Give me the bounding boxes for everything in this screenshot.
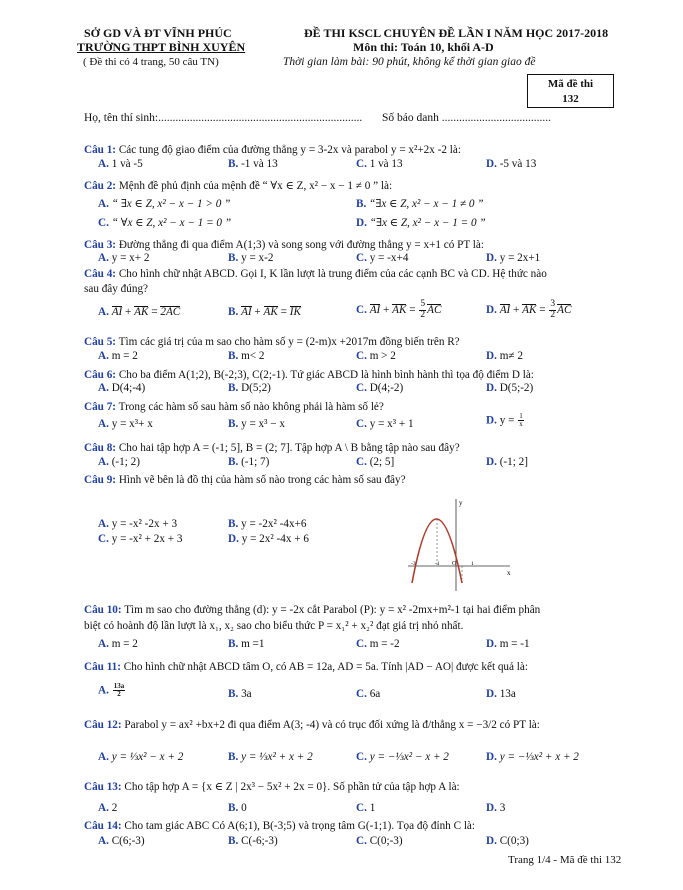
student-name-field: Họ, tên thí sinh:....................................................................... — [84, 112, 363, 124]
exam-code-box — [527, 74, 614, 108]
q10-option-b[interactable]: B. m =1 — [228, 638, 265, 650]
graph-label-y: y — [459, 499, 463, 507]
q1-option-c[interactable]: C. 1 và 13 — [356, 158, 403, 170]
q3-option-d[interactable]: D. y = 2x+1 — [486, 252, 541, 264]
exam-page-count: ( Đề thi có 4 trang, 50 câu TN) — [83, 56, 219, 68]
q9-option-a[interactable]: A. y = -x² -2x + 3 — [98, 518, 178, 530]
q2-option-a[interactable]: A. “ ∃x ∈ Z, x² − x − 1 > 0 ” — [98, 198, 231, 210]
q3-option-a[interactable]: A. y = x+ 2 — [98, 252, 150, 264]
q11-option-c[interactable]: C. 6a — [356, 688, 381, 700]
q1-option-d[interactable]: D. -5 và 13 — [486, 158, 537, 170]
question-4: Câu 4: Cho hình chữ nhật ABCD. Gọi I, K lần lượt là trung điểm của các cạnh BC và CD. Hệ thức nào — [84, 268, 547, 280]
q7-option-b[interactable]: B. y = x³ − x — [228, 418, 286, 430]
q3-option-b[interactable]: B. y = x-2 — [228, 252, 274, 264]
q7-option-c[interactable]: C. y = x³ + 1 — [356, 418, 414, 430]
tick-neg1: -1 — [435, 561, 440, 567]
q8-option-a[interactable]: A. (-1; 2) — [98, 456, 140, 468]
student-id-field: Số báo danh ...................................... — [382, 112, 551, 124]
q4-option-d[interactable]: D. AI + AK = $\frac{3}{2}$ AC — [486, 299, 572, 320]
tick-origin: O — [452, 561, 457, 567]
tick-neg3: -3 — [411, 561, 416, 567]
q12-option-d[interactable]: D. y = −⅓x² + x + 2 — [486, 751, 579, 763]
q5-option-d[interactable]: D. m≠ 2 — [486, 350, 523, 362]
exam-subject: Môn thi: Toán 10, khối A-D — [353, 40, 494, 54]
question-11: Câu 11: Cho hình chữ nhật ABCD tâm O, có AB = 12a, AD = 5a. Tính |AD − AO| được kết quả là: — [84, 661, 528, 673]
q7-option-d[interactable]: D. y = $\frac{1}{x}$ — [486, 412, 523, 429]
q10-option-a[interactable]: A. m = 2 — [98, 638, 138, 650]
q12-option-a[interactable]: A. y = ⅓x² − x + 2 — [98, 751, 184, 763]
q13-option-a[interactable]: A. 2 — [98, 802, 118, 814]
q8-option-d[interactable]: D. (-1; 2] — [486, 456, 528, 468]
q10-option-d[interactable]: D. m = -1 — [486, 638, 530, 650]
q7-option-a[interactable]: A. y = x³+ x — [98, 418, 153, 430]
question-5: Câu 5: Tìm các giá trị của m sao cho hàm số y = (2-m)x +2017m đồng biến trên R? — [84, 336, 460, 348]
q13-option-d[interactable]: D. 3 — [486, 802, 506, 814]
q14-option-b[interactable]: B. C(-6;-3) — [228, 835, 278, 847]
q14-option-c[interactable]: C. C(0;-3) — [356, 835, 403, 847]
q12-option-c[interactable]: C. y = −⅓x² − x + 2 — [356, 751, 449, 763]
q4-option-c[interactable]: C. AI + AK = $\frac{5}{2}$ AC — [356, 299, 442, 320]
q6-option-b[interactable]: B. D(5;2) — [228, 382, 271, 394]
q3-option-c[interactable]: C. y = -x+4 — [356, 252, 409, 264]
q10-option-c[interactable]: C. m = -2 — [356, 638, 400, 650]
page-footer: Trang 1/4 - Mã đề thi 132 — [508, 854, 622, 866]
q5-option-b[interactable]: B. m< 2 — [228, 350, 265, 362]
question-4-cont: sau đây đúng? — [84, 283, 149, 295]
q2-option-b[interactable]: B. “∃x ∈ Z, x² − x − 1 ≠ 0 ” — [356, 198, 484, 210]
question-1: Câu 1: Các tung độ giao điểm của đường thẳng y = 3-2x và parabol y = x²+2x -2 là: — [84, 144, 461, 156]
q1-option-b[interactable]: B. -1 và 13 — [228, 158, 278, 170]
question-13: Câu 13: Cho tập hợp A = {x ∈ Z | 2x³ − 5x² + 2x = 0}. Số phần tử của tập hợp A là: — [84, 781, 460, 793]
q14-option-a[interactable]: A. C(6;-3) — [98, 835, 145, 847]
q6-option-d[interactable]: D. D(5;-2) — [486, 382, 534, 394]
q11-option-d[interactable]: D. 13a — [486, 688, 516, 700]
question-10-cont: biệt có hoành độ lần lượt là x₁, x₂ sao cho biểu thức P = x₁² + x₂² đạt giá trị nhỏ nhất. — [84, 620, 464, 632]
question-8: Câu 8: Cho hai tập hợp A = (-1; 5], B = (2; 7]. Tập hợp A \ B bằng tập nào sau đây? — [84, 442, 460, 454]
parabola-graph — [400, 495, 525, 595]
q9-option-b[interactable]: B. y = -2x² -4x+6 — [228, 518, 307, 530]
question-3: Câu 3: Đường thẳng đi qua điểm A(1;3) và song song với đường thẳng y = x+1 có PT là: — [84, 239, 484, 251]
question-9: Câu 9: Hình vẽ bên là đồ thị của hàm số nào trong các hàm số sau đây? — [84, 474, 406, 486]
q4-option-b[interactable]: B. AI + AK = IK — [228, 306, 301, 318]
q2-option-c[interactable]: C. “ ∀x ∈ Z, x² − x − 1 = 0 ” — [98, 217, 232, 229]
question-14: Câu 14: Cho tam giác ABC Có A(6;1), B(-3;5) và trọng tâm G(-1;1). Tọa độ đỉnh C là: — [84, 820, 476, 832]
question-10: Câu 10: Tìm m sao cho đường thẳng (d): y = -2x cắt Parabol (P): y = x² -2mx+m²-1 tại hai điểm phân — [84, 604, 541, 616]
exam-duration: Thời gian làm bài: 90 phút, không kể thời gian giao đề — [283, 56, 536, 68]
exam-code-label: Mã đề thi — [547, 78, 594, 90]
q5-option-c[interactable]: C. m > 2 — [356, 350, 396, 362]
q1-option-a[interactable]: A. 1 và -5 — [98, 158, 143, 170]
school-name: TRƯỜNG THPT BÌNH XUYÊN — [77, 40, 246, 54]
question-7: Câu 7: Trong các hàm số sau hàm số nào không phải là hàm số lẻ? — [84, 401, 384, 413]
school-department: SỞ GD VÀ ĐT VĨNH PHÚC — [84, 26, 232, 40]
q6-option-a[interactable]: A. D(4;-4) — [98, 382, 146, 394]
exam-title: ĐỀ THI KSCL CHUYÊN ĐỀ LẦN I NĂM HỌC 2017-2018 — [304, 26, 609, 40]
q13-option-c[interactable]: C. 1 — [356, 802, 376, 814]
question-2: Câu 2: Mệnh đề phủ định của mệnh đề “ ∀x ∈ Z, x² − x − 1 ≠ 0 ” là: — [84, 180, 393, 192]
q5-option-a[interactable]: A. m = 2 — [98, 350, 138, 362]
q14-option-d[interactable]: D. C(0;3) — [486, 835, 529, 847]
graph-label-x: x — [507, 569, 511, 577]
tick-1: 1 — [471, 561, 474, 567]
q12-option-b[interactable]: B. y = ⅓x² + x + 2 — [228, 751, 313, 763]
q9-option-c[interactable]: C. y = -x² + 2x + 3 — [98, 533, 183, 545]
q11-option-b[interactable]: B. 3a — [228, 688, 252, 700]
q6-option-c[interactable]: C. D(4;-2) — [356, 382, 404, 394]
q8-option-b[interactable]: B. (-1; 7) — [228, 456, 270, 468]
q11-option-a[interactable]: A. $\frac{13a}{2}$ — [98, 682, 125, 699]
q8-option-c[interactable]: C. (2; 5] — [356, 456, 395, 468]
question-6: Câu 6: Cho ba điểm A(1;2), B(-2;3), C(2;-1). Tứ giác ABCD là hình bình hành thì tọa độ điểm D là: — [84, 369, 534, 381]
question-12: Câu 12: Parabol y = ax² +bx+2 đi qua điểm A(3; -4) và có trục đối xứng là đ/thẳng x = −3/2 có PT là: — [84, 719, 540, 731]
q4-option-a[interactable]: A. AI + AK = 2AC — [98, 306, 181, 318]
q9-option-d[interactable]: D. y = 2x² -4x + 6 — [228, 533, 309, 545]
q2-option-d[interactable]: D. “∃x ∈ Z, x² − x − 1 = 0 ” — [356, 217, 486, 229]
exam-code-value: 132 — [562, 93, 579, 105]
q13-option-b[interactable]: B. 0 — [228, 802, 247, 814]
